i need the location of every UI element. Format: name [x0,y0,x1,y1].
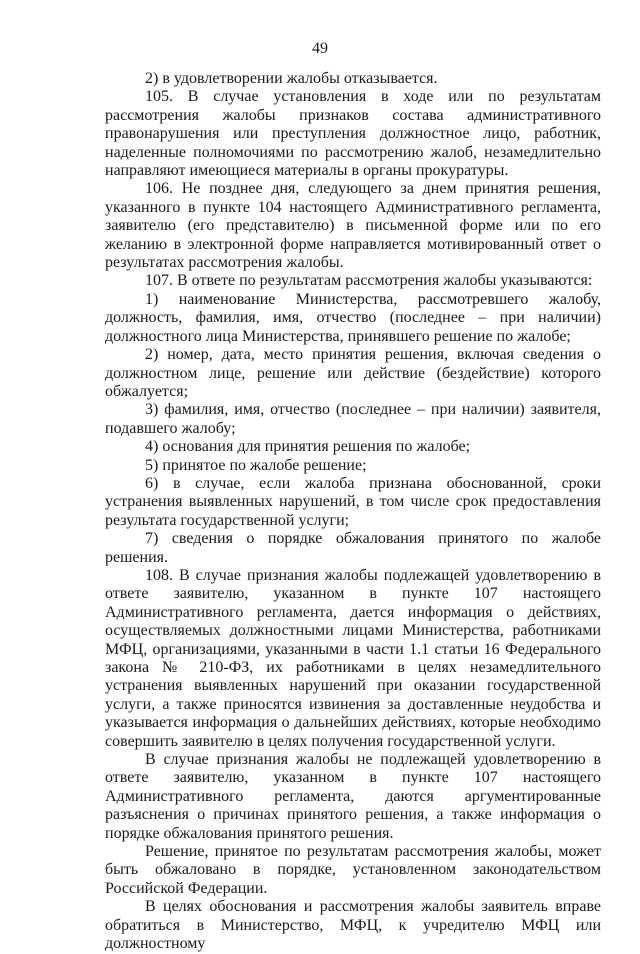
paragraph-105: 105. В случае установления в ходе или по результатам рассмотрения жалобы признаков состава административного правонарушения или преступления должностное лицо, работник, наделенные полномочиями по рассмотрению жалоб, незамедлительно направляют имеющиеся материалы в органы прокуратуры. [105,88,601,180]
paragraph-refusal: 2) в удовлетворении жалобы отказывается. [145,70,438,87]
paragraph-107-item-4: 4) основания для принятия решения по жалобе; [145,438,471,456]
paragraph-106: 106. Не позднее дня, следующего за днем принятия решения, указанного в пункте 104 настоящего Административного регламента, заявителю (его представителю) в письменной форме или по его желанию в электронной форме направляется мотивированный ответ о результатах рассмотрения жалобы. [105,180,601,272]
paragraph-substantiation: В целях обоснования и рассмотрения жалобы заявитель вправе обратиться в Министерство, МФЦ, к учредителю МФЦ или должностному [105,898,601,953]
paragraph-107-item-5: 5) принятое по жалобе решение; [145,456,367,474]
paragraph-107-item-6: 6) в случае, если жалоба признана обоснованной, сроки устранения выявленных нарушений, в том числе срок предоставления результата государственной услуги; [105,474,601,529]
paragraph-107: 107. В ответе по результатам рассмотрения жалобы указываются: [145,272,593,290]
document-body [105,70,601,954]
paragraph-107-item-3: 3) фамилия, имя, отчество (последнее – при наличии) заявителя, подавшего жалобу; [105,401,601,437]
paragraph-107-item-1: 1) наименование Министерства, рассмотревшего жалобу, должность, фамилия, имя, отчество (последнее – при наличии) должностного лица Министерства, принявшего решение по жалобе; [105,290,601,345]
paragraph-108: 108. В случае признания жалобы подлежащей удовлетворению в ответе заявителю, указанном в пункте 107 настоящего Административного регламента, дается информация о действиях, осуществляемых должностными лицами Министерства, работниками МФЦ, организациями, указанными в части 1.1 статьи 16 Федерального закона № 210-ФЗ, их работниками в целях незамедлительного устранения выявленных нарушений при оказании государственной услуги, а также приносятся извинения за доставленные неудобства и указывается информация о дальнейших действиях, которые необходимо совершить заявителю в целях получения государственной услуги. [105,566,601,750]
paragraph-107-item-7: 7) сведения о порядке обжалования принятого по жалобе решения. [105,530,601,566]
paragraph-108-refusal: В случае признания жалобы не подлежащей удовлетворению в ответе заявителю, указанном в пункте 107 настоящего Административного регламента, даются аргументированные разъяснения о причинах принятого решения, а также информация о порядке обжалования принятого решения. [105,751,601,842]
paragraph-appeal: Решение, принятое по результатам рассмотрения жалобы, может быть обжаловано в порядке, установленном законодательством Российской Федерации. [105,843,601,897]
paragraph-107-item-2: 2) номер, дата, место принятия решения, включая сведения о должностном лице, решение или действие (бездействие) которого обжалуется; [105,346,601,400]
page-number: 49 [312,40,328,57]
